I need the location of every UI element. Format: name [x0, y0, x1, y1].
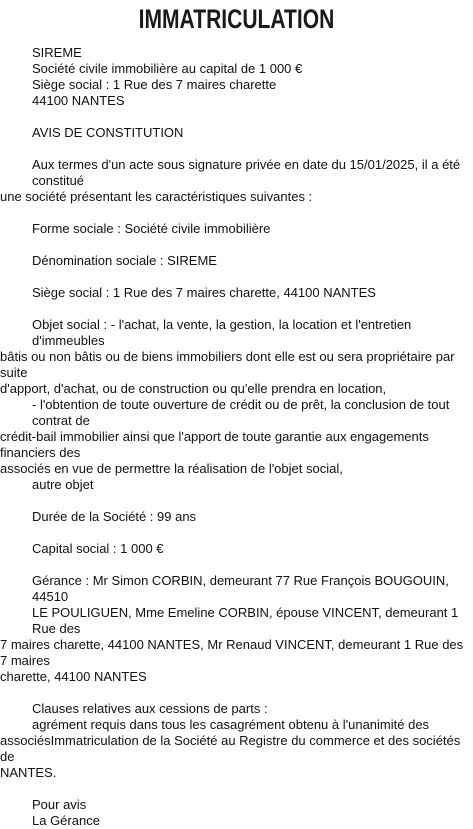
- objet-line: associés en vue de permettre la réalisation de l'objet social,: [0, 461, 343, 476]
- objet-social: [0, 317, 473, 493]
- clauses-line: associésImmatriculation de la Société au Registre du commerce et des sociétés de: [0, 733, 461, 764]
- company-header: [0, 45, 473, 109]
- clauses-paragraph: [0, 717, 473, 781]
- clauses-line: agrément requis dans tous les casagrément obtenu à l'unanimité des: [32, 717, 430, 732]
- gerance-line: LE POULIGUEN, Mme Emeline CORBIN, épouse VINCENT, demeurant 1 Rue des: [32, 605, 459, 636]
- objet-line: - l'obtention de toute ouverture de crédit ou de prêt, la conclusion de tout contrat de: [32, 397, 450, 428]
- forme-sociale: Forme sociale : Société civile immobilière: [32, 221, 271, 236]
- objet-line: Objet social : - l'achat, la vente, la gestion, la location et l'entretien d'immeubles: [32, 317, 412, 348]
- gerance-line: Gérance : Mr Simon CORBIN, demeurant 77 Rue François BOUGOUIN, 44510: [32, 573, 449, 604]
- objet-line: bâtis ou non bâtis ou de biens immobiliers dont elle est ou sera propriétaire par suite: [0, 349, 455, 380]
- objet-line: d'apport, d'achat, ou de construction ou qu'elle prendra en location,: [0, 381, 387, 396]
- objet-autre: autre objet: [32, 477, 94, 492]
- intro-paragraph: [0, 157, 473, 205]
- intro-line: une société présentant les caractéristiques suivantes :: [0, 189, 313, 204]
- capital-social: Capital social : 1 000 €: [32, 541, 164, 556]
- clauses-line: NANTES.: [0, 765, 57, 780]
- siege-social: Siège social : 1 Rue des 7 maires charette, 44100 NANTES: [32, 285, 376, 300]
- avis-heading: AVIS DE CONSTITUTION: [32, 125, 184, 140]
- company-city: 44100 NANTES: [32, 93, 125, 108]
- objet-line: crédit-bail immobilier ainsi que l'apport de toute garantie aux engagements financiers des: [0, 429, 429, 460]
- denomination-sociale: Dénomination sociale : SIREME: [32, 253, 217, 268]
- gerance-line: charette, 44100 NANTES: [0, 669, 147, 684]
- closing-line: La Gérance: [32, 813, 100, 828]
- closing-line: Pour avis: [32, 797, 87, 812]
- gerance-paragraph: [0, 573, 473, 685]
- document-title: IMMATRICULATION: [138, 4, 335, 34]
- notice-body: [0, 45, 473, 829]
- intro-line: Aux termes d'un acte sous signature privée en date du 15/01/2025, il a été constitué: [32, 157, 461, 188]
- duree-societe: Durée de la Société : 99 ans: [32, 509, 197, 524]
- company-name: SIREME: [32, 45, 82, 60]
- company-type-capital: Société civile immobilière au capital de 1 000 €: [32, 61, 303, 76]
- clauses-heading: Clauses relatives aux cessions de parts :: [32, 701, 268, 716]
- closing-signature: [0, 797, 473, 829]
- company-address: Siège social : 1 Rue des 7 maires charette: [32, 77, 277, 92]
- gerance-line: 7 maires charette, 44100 NANTES, Mr Renaud VINCENT, demeurant 1 Rue des 7 maires: [0, 637, 464, 668]
